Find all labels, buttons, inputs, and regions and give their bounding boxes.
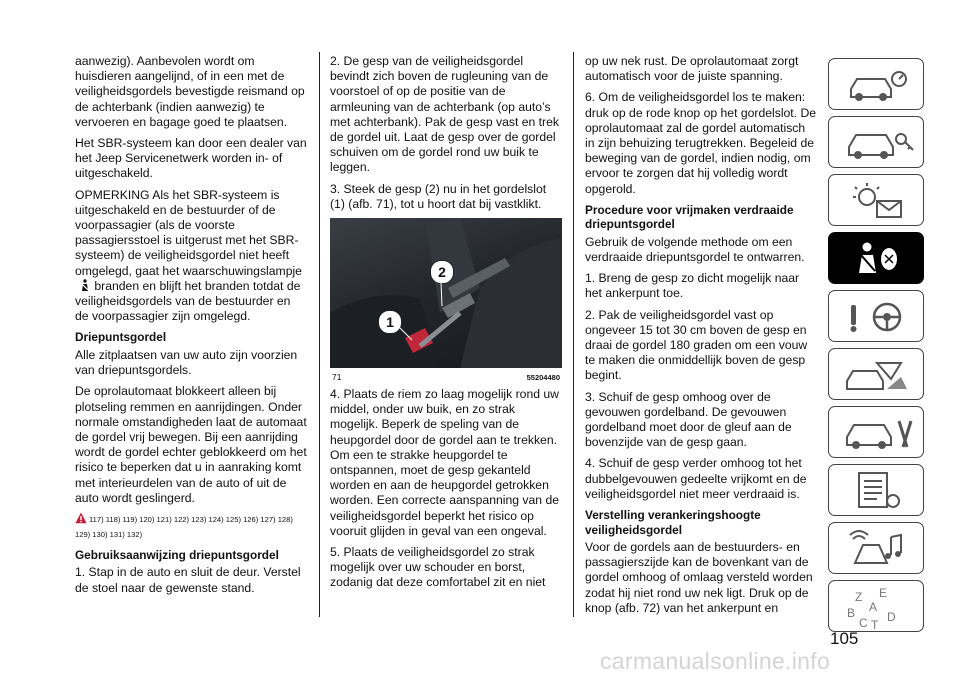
text-column-2 xyxy=(330,54,562,597)
section-heading: Verstelling verankeringshoogte veiligheidsgordel xyxy=(585,508,761,537)
index-letter: T xyxy=(871,618,879,632)
chapter-tab-warning-lights[interactable] xyxy=(828,174,924,226)
index-letter: C xyxy=(859,616,868,630)
callout-2: 2 xyxy=(430,260,454,284)
seatbelt-warning-icon xyxy=(79,279,91,292)
car-key-icon xyxy=(829,117,925,169)
chapter-tab-multimedia[interactable] xyxy=(828,522,924,574)
technical-data-icon xyxy=(829,465,925,517)
figure-code: 55204480 xyxy=(526,373,560,383)
column-divider xyxy=(573,52,574,617)
chapter-tab-vehicle-knowledge[interactable] xyxy=(828,116,924,168)
figure-number: 71 xyxy=(332,372,342,383)
page-number: 105 xyxy=(830,629,859,648)
figure-caption xyxy=(330,368,562,382)
chapter-tab-index[interactable] xyxy=(828,580,924,632)
text-column-1 xyxy=(75,54,307,602)
column-divider xyxy=(319,52,320,617)
paragraph: 2. De gesp van de veiligheidsgordel bevindt zich boven de rugleuning van de voorstoel of op de positie van de armleuning van de achterbank (op auto’s met achterbank). Pak de gesp vast en trek de gordel uit. Laat de gesp over de gordel schuiven om de gordel rond uw buik te leggen. xyxy=(330,54,559,175)
paragraph: 3. Steek de gesp (2) nu in het gordelslot (1) (afb. 71), tot u hoort dat bij vastklikt. xyxy=(330,181,547,211)
paragraph: Het SBR-systeem kan door een dealer van het Jeep Servicenetwerk worden in- of uitgeschakeld. xyxy=(75,136,307,181)
paragraph: Alle zitplaatsen van uw auto zijn voorzien van driepuntsgordels. xyxy=(75,347,298,378)
paragraph: 4. Schuif de gesp verder omhoog tot het dubbelgevouwen gedeelte vrijkomt en de veiligheidsgordel niet meer verdraaid is. xyxy=(585,456,807,501)
paragraph: 4. Plaats de riem zo laag mogelijk rond uw middel, onder uw buik, en zo strak mogelijk. Beperk de speling van de heupgordel door de gordel aan te trekken. Om een te strakke heupgordel te ontspannen, moet de gesp gekanteld worden en aan de heupgordel getrokken worden. Een correcte aanspanning van de veiligheidsgordel beperkt het risico op vooruit glijden in geval van een ongeval. xyxy=(330,387,560,538)
emergency-triangle-icon xyxy=(829,349,925,401)
text-column-3 xyxy=(585,54,817,622)
warning-triangle-icon xyxy=(75,512,87,524)
paragraph: Voor de gordels aan de bestuurders- en passagierszijde kan de bovenkant van de gordel omhoog of omlaag versteld worden zodat hij niet rond uw nek ligt. Druk op de knop (afb. 72) van het ankerpunt en xyxy=(585,540,813,615)
multimedia-icon xyxy=(829,523,925,575)
section-heading: Procedure voor vrijmaken verdraaide driepuntsgordel xyxy=(585,202,794,232)
index-letter: E xyxy=(879,586,888,600)
index-letter: B xyxy=(847,606,856,620)
seatbelt-buckle-photo xyxy=(330,218,562,368)
index-letter: A xyxy=(869,600,878,614)
paragraph: De oprolautomaat blokkeert alleen bij plotseling remmen en aanrijdingen. Onder normale omstandigheden laat de automaat de gordel vrij bewegen. Bij een aanrijding wordt de gordel echter geblokkeerd om het risico te beperken dat u in aanraking komt met interieurdelen van de auto of uit de auto wordt geslingerd. xyxy=(75,384,307,505)
paragraph: 2. Pak de veiligheidsgordel vast op ongeveer 15 tot 30 cm boven de gesp en draai de gordel 180 graden om een vouw te maken die onmiddellijk boven de gesp begint. xyxy=(585,307,808,383)
watermark: carmanualsonline.info xyxy=(600,648,831,674)
chapter-tab-service[interactable] xyxy=(828,406,924,458)
paragraph: 3. Schuif de gesp omhoog over de gevouwen gordelband. De gevouwen gordelband moet door de gleuf aan de bovenzijde van de gesp gaan. xyxy=(585,389,792,450)
chapter-tab-technical-data[interactable] xyxy=(828,464,924,516)
chapter-tab-dashboard[interactable] xyxy=(828,58,924,110)
index-letter: D xyxy=(887,610,896,624)
reference-list: 117) 118) 119) 120) 121) 122) 123) 124) 125) 126) 127) 128) 129) 130) 131) 132) xyxy=(75,514,293,539)
section-heading: Driepuntsgordel xyxy=(75,330,167,345)
index-letter: Z xyxy=(855,590,863,604)
note-text-continued: branden en blijft het branden totdat de veiligheidsgordels van de bestuurder en de voorpassagier zijn omgelegd. xyxy=(75,278,301,324)
callout-1: 1 xyxy=(378,310,402,334)
section-heading: Gebruiksaanwijzing driepuntsgordel xyxy=(75,547,279,562)
dashboard-car-icon xyxy=(829,59,925,111)
lights-message-icon xyxy=(829,175,925,227)
paragraph: 5. Plaats de veiligheidsgordel zo strak mogelijk over uw schouder en borst, zodanig dat deze comfortabel zit en niet xyxy=(330,545,546,590)
leader-lines xyxy=(330,218,562,368)
chapter-tab-safety[interactable] xyxy=(828,232,924,284)
alphabet-index-icon xyxy=(829,581,925,633)
paragraph: 1. Stap in de auto en sluit de deur. Verstel de stoel naar de gewenste stand. xyxy=(75,565,301,595)
paragraph: aanwezig). Aanbevolen wordt om huisdieren aangelijnd, of in een met de veiligheidsgordels bevestigde reismand op de achterbank (indien aanwezig) te vervoeren en bagage goed te plaatsen. xyxy=(75,54,305,129)
safety-airbag-icon xyxy=(829,233,925,285)
steering-wheel-icon xyxy=(829,291,925,343)
paragraph: Gebruik de volgende methode om een verdraaide driepuntsgordel te ontwarren. xyxy=(585,234,805,265)
paragraph: 6. Om de veiligheidsgordel los te maken: druk op de rode knop op het gordelslot. De oprolautomaat zal de gordel automatisch in zijn behuizing terugtrekken. Begeleid de beweging van de gordel, indien nodig, om ervoor te zorgen dat hij volledig wordt opgerold. xyxy=(585,90,817,196)
warning-references xyxy=(75,512,307,542)
note-paragraph xyxy=(75,188,307,325)
chapter-tab-emergency[interactable] xyxy=(828,348,924,400)
chapter-tab-starting-driving[interactable] xyxy=(828,290,924,342)
paragraph: op uw nek rust. De oprolautomaat zorgt automatisch voor de juiste spanning. xyxy=(585,54,799,84)
note-text: OPMERKING Als het SBR-systeem is uitgeschakeld en de bestuurder of de voorpassagier (als de voorste passagiersstoel is uitgerust met het SBR-systeem) de veiligheidsgordel niet heeft omgelegd, gaat het waarschuwingslampje xyxy=(75,187,302,278)
car-service-icon xyxy=(829,407,925,459)
paragraph: 1. Breng de gesp zo dicht mogelijk naar het ankerpunt toe. xyxy=(585,271,800,301)
